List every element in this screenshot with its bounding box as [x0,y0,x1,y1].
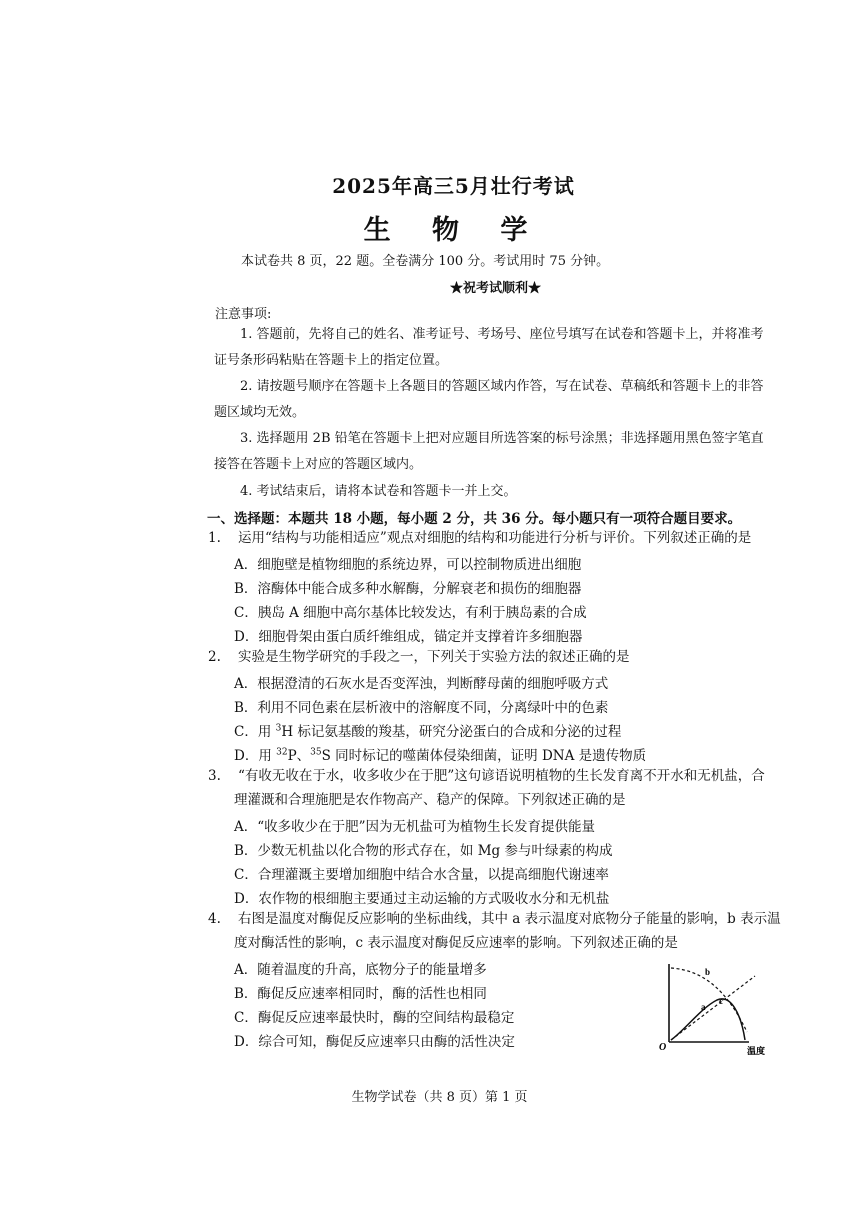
q2-number: 2. [208,649,221,665]
graph-label-b: b [705,967,711,977]
q3-option-a: A．“收多收少在于肥”因为无机盐可为植物生长发育提供能量 [234,819,596,835]
graph-origin-label: O [659,1042,667,1053]
note-3-line-2: 接答在答题卡上对应的答题区域内。 [214,457,423,472]
q2-option-a: A．根据澄清的石灰水是否变浑浊，判断酵母菌的细胞呼吸方式 [234,676,609,692]
exam-info: 本试卷共 8 页，22 题。全卷满分 100 分。考试用时 75 分钟。 [241,254,610,269]
q1-option-d: D．细胞骨架由蛋白质纤维组成，锚定并支撑着许多细胞器 [234,629,583,645]
q4-stem-line-1: 右图是温度对酶促反应影响的坐标曲线，其中 a 表示温度对底物分子能量的影响，b 表示温 [238,911,781,927]
subject-title: 生 物 学 [363,215,544,246]
notes-title: 注意事项: [215,307,272,322]
note-2-line-2: 题区域均无效。 [214,405,306,420]
q4-stem-line-2: 度对酶活性的影响，c 表示温度对酶促反应速率的影响。下列叙述正确的是 [234,935,678,951]
q1-option-c: C．胰岛 A 细胞中高尔基体比较发达，有利于胰岛素的合成 [234,605,587,621]
q3-option-b: B．少数无机盐以化合物的形式存在，如 Mg 参与叶绿素的构成 [234,843,613,859]
q1-stem: 运用“结构与功能相适应”观点对细胞的结构和功能进行分析与评价。下列叙述正确的是 [238,530,752,546]
q3-stem-line-2: 理灌溉和合理施肥是农作物高产、稳产的保障。下列叙述正确的是 [234,792,626,808]
q4-option-d: D．综合可知，酶促反应速率只由酶的活性决定 [234,1034,515,1050]
section-heading: 一、选择题：本题共 18 小题，每小题 2 分，共 36 分。每小题只有一项符合题目要求。 [207,511,742,527]
q1-option-b: B．溶酶体中能合成多种水解酶，分解衰老和损伤的细胞器 [234,581,582,597]
q1-option-a: A．细胞壁是植物细胞的系统边界，可以控制物质进出细胞 [234,557,582,573]
good-luck-banner: ★祝考试顺利★ [450,281,542,296]
note-1-line-2: 证号条形码粘贴在答题卡上的指定位置。 [214,353,449,368]
graph-x-label: 温度 [747,1047,766,1057]
q4-number: 4. [208,911,221,927]
q3-option-d: D．农作物的根细胞主要通过主动运输的方式吸收水分和无机盐 [234,891,610,907]
graph-label-c: c [719,996,723,1006]
q2-option-b: B．利用不同色素在层析液中的溶解度不同，分离绿叶中的色素 [234,700,609,716]
curve-b [671,968,747,1032]
q2-option-d: D．用 $^{32}$P、$^{35}$S 同时标记的噬菌体侵染细菌，证明 DNA 是遗传物质 [234,747,647,764]
note-4: 4. 考试结束后，请将本试卷和答题卡一并上交。 [240,484,517,499]
temperature-enzyme-graph [655,958,775,1058]
note-1-line-1: 1. 答题前，先将自己的姓名、准考证号、考场号、座位号填写在试卷和答题卡上，并将准考 [240,327,764,342]
note-2-line-1: 2. 请按题号顺序在答题卡上各题目的答题区域内作答，写在试卷、草稿纸和答题卡上的非答 [240,379,764,394]
page-footer: 生物学试卷（共 8 页）第 1 页 [351,1090,528,1105]
graph-label-a: a [701,1002,706,1012]
q4-option-a: A．随着温度的升高，底物分子的能量增多 [234,962,487,978]
curve-a [671,976,755,1040]
q4-option-b: B．酶促反应速率相同时，酶的活性也相同 [234,986,487,1002]
q2-option-c: C．用 $^3$H 标记氨基酸的羧基，研究分泌蛋白的合成和分泌的过程 [234,723,622,740]
q2-stem: 实验是生物学研究的手段之一，下列关于实验方法的叙述正确的是 [238,649,630,665]
q3-number: 3. [208,768,221,784]
q1-number: 1. [208,530,221,546]
q4-option-c: C．酶促反应速率最快时，酶的空间结构最稳定 [234,1010,515,1026]
note-3-line-1: 3. 选择题用 2B 铅笔在答题卡上把对应题目所选答案的标号涂黑；非选择题用黑色签字笔直 [240,431,764,446]
q3-option-c: C．合理灌溉主要增加细胞中结合水含量，以提高细胞代谢速率 [234,867,609,883]
curve-c [671,999,745,1040]
exam-title: 2025年高三5月壮行考试 [332,174,575,198]
q3-stem-line-1: “有收无收在于水，收多收少在于肥”这句谚语说明植物的生长发育离不开水和无机盐，合 [238,768,765,784]
